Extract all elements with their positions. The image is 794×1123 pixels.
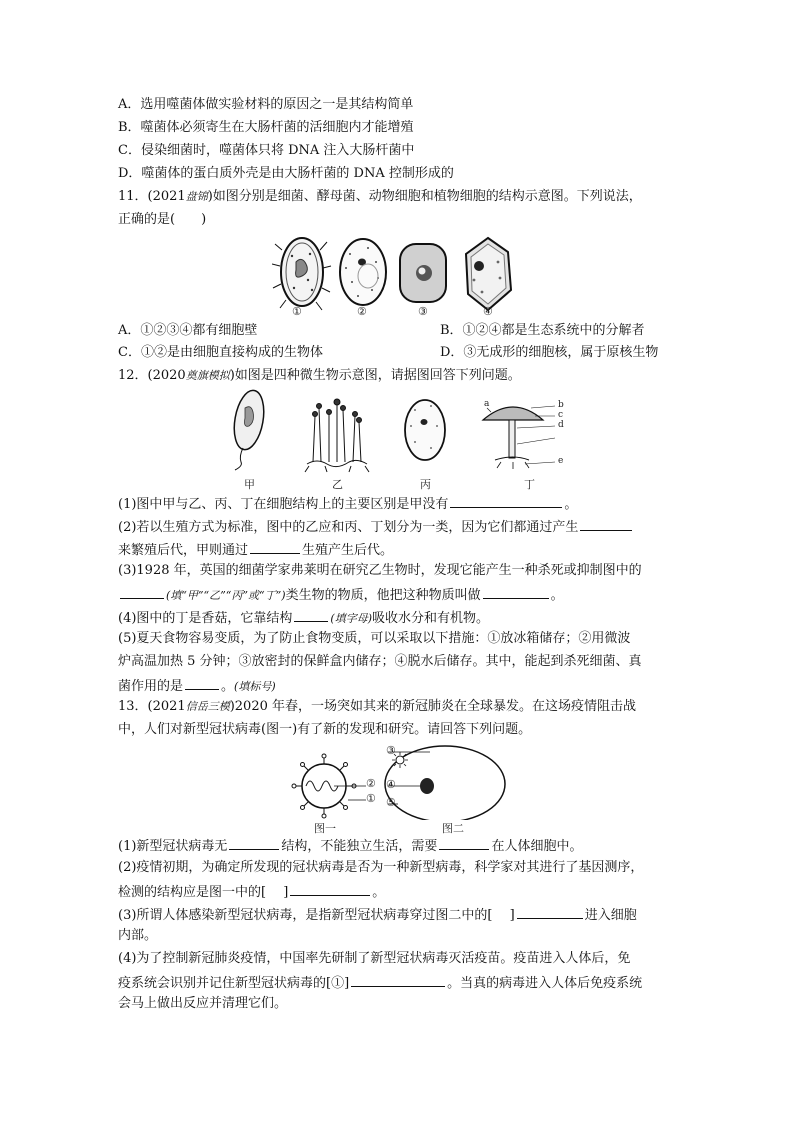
q13-part2: (2)疫情初期，为确定所发现的冠状病毒是否为一种新型病毒，科学家对其进行了基因测序， — [118, 860, 644, 875]
q12-part2-cont: 来繁殖后代，甲则通过 生殖产生后代。 — [118, 543, 394, 558]
q13-part1: (1)新型冠状病毒无 结构，不能独立生活，需要 在人体细胞中。 — [118, 839, 583, 854]
fig2-label-3: ③ — [386, 744, 396, 757]
q12-figure — [225, 386, 575, 476]
mushroom-letter-a: a — [484, 399, 490, 409]
q12-part3: (3)1928 年，英国的细菌学家弗莱明在研究乙生物时，发现它能产生一种杀死或抑制图中的 — [118, 563, 642, 578]
q10-option-b: B．噬菌体必须寄生在大肠杆菌的活细胞内才能增殖 — [118, 120, 414, 135]
answer-blank[interactable] — [185, 677, 219, 690]
q13-part3: (3)所谓人体感染新型冠状病毒，是指新型冠状病毒穿过图二中的[ ] 进入细胞 — [118, 908, 637, 923]
q11-figure — [272, 232, 532, 324]
answer-blank[interactable] — [517, 906, 583, 919]
fig2-label-5: ⑤ — [386, 796, 396, 809]
answer-blank[interactable] — [580, 518, 632, 531]
q12-part2: (2)若以生殖方式为标准，图中的乙应和丙、丁划分为一类，因为它们都通过产生 — [118, 518, 634, 536]
fig2-caption: 图二 — [442, 822, 464, 835]
q10-option-c: C．侵染细菌时，噬菌体只将 DNA 注入大肠杆菌中 — [118, 143, 415, 158]
q12-part5: (5)夏天食物容易变质，为了防止食物变质，可以采取以下措施：①放冰箱储存；②用微波 — [118, 631, 631, 646]
answer-blank[interactable] — [229, 837, 279, 850]
answer-blank[interactable] — [290, 883, 370, 896]
plant-cell-drawing — [466, 238, 511, 310]
q13-part4-cont: 疫系统会识别并记住新型冠状病毒的[①] 。当真的病毒进入人体后免疫系统 — [118, 976, 643, 991]
q13-stem: 13．(2021信岳三模)2020 年春，一场突如其来的新冠肺炎在全球暴发。在这场疫情阻击战 — [118, 699, 636, 714]
q13-part4-end: 会马上做出反应并清理它们。 — [118, 996, 288, 1011]
q11-option-d: D．③无成形的细胞核，属于原核生物 — [440, 345, 659, 360]
q11-fig-label-3: ③ — [418, 305, 428, 318]
yeast-bing-drawing — [405, 400, 445, 460]
q11-fig-label-4: ④ — [483, 305, 493, 318]
q10-option-d: D．噬菌体的蛋白质外壳是由大肠杆菌的 DNA 控制形成的 — [118, 166, 454, 181]
q11-fig-label-1: ① — [292, 305, 302, 318]
bacterium-jia-drawing — [230, 388, 268, 470]
q11-fig-label-2: ② — [357, 305, 367, 318]
q13-stem-cont: 中，人们对新型冠状病毒(图一)有了新的发现和研究。请回答下列问题。 — [118, 722, 532, 737]
answer-blank[interactable] — [250, 541, 300, 554]
q10-option-a: A．选用噬菌体做实验材料的原因之一是其结构简单 — [118, 97, 414, 112]
q12-fig-label-jia: 甲 — [244, 478, 255, 491]
q12-fig-label-ding: 丁 — [524, 478, 535, 491]
q12-stem: 12．(2020奠旗模拟)如图是四种微生物示意图，请据图回答下列问题。 — [118, 368, 521, 383]
yeast-cell-drawing — [340, 239, 386, 305]
q12-part5-cont: 炉高温加热 5 分钟；③放密封的保鲜盒内储存；④脱水后储存。其中，能起到杀死细菌、真 — [118, 654, 642, 669]
q12-part5-end: 菌作用的是 。(填标号) — [118, 679, 276, 694]
answer-blank[interactable] — [483, 586, 549, 599]
bacterium-cell-drawing — [272, 238, 331, 310]
q13-source: 信岳三模 — [185, 700, 230, 713]
fig1-label-2: ② — [366, 777, 376, 790]
answer-blank[interactable] — [294, 609, 328, 622]
q13-part4: (4)为了控制新冠肺炎疫情，中国率先研制了新型冠状病毒灭活疫苗。疫苗进入人体后，免 — [118, 951, 631, 966]
animal-cell-drawing — [400, 244, 446, 302]
mushroom-letter-b: b — [558, 400, 564, 410]
answer-blank[interactable] — [351, 974, 445, 987]
q11-stem: 11．(2021盘锦)如图分别是细菌、酵母菌、动物细胞和植物细胞的结构示意图。下列说法， — [118, 189, 642, 204]
answer-blank[interactable] — [120, 586, 164, 599]
mold-yi-drawing — [305, 399, 369, 472]
answer-blank[interactable] — [439, 837, 489, 850]
mushroom-letter-d: d — [558, 420, 564, 430]
q12-fig-label-bing: 丙 — [420, 478, 431, 491]
fig1-label-1: ① — [366, 792, 376, 805]
host-cell-drawing — [385, 746, 505, 820]
answer-blank[interactable] — [450, 495, 562, 508]
q13-part3-cont: 内部。 — [118, 928, 158, 943]
mushroom-letter-e: e — [558, 456, 564, 466]
q11-stem-cont: 正确的是( ) — [118, 212, 207, 227]
q12-part4: (4)图中的丁是香菇，它靠结构 (填字母)吸收水分和有机物。 — [118, 611, 490, 626]
q12-fig-label-yi: 乙 — [332, 478, 343, 491]
q12-part3-cont: (填“甲”“乙”“丙”或“丁”)类生物的物质，他把这种物质叫做 。 — [118, 586, 564, 604]
mushroom-letter-c: c — [558, 410, 564, 420]
q12-part1: (1)图中甲与乙、丙、丁在细胞结构上的主要区别是甲没有 。 — [118, 497, 578, 512]
q11-option-c: C．①②是由细胞直接构成的生物体 — [118, 345, 323, 360]
coronavirus-drawing — [292, 754, 366, 818]
q11-source: 盘锦 — [185, 190, 208, 203]
mushroom-ding-drawing — [483, 406, 555, 469]
q13-figure — [290, 742, 510, 820]
q11-option-a: A．①②③④都有细胞壁 — [118, 323, 258, 338]
fig2-label-4: ④ — [386, 778, 396, 791]
q13-part2-cont: 检测的结构应是图一中的[ ] 。 — [118, 885, 386, 900]
q11-option-b: B．①②④都是生态系统中的分解者 — [440, 323, 645, 338]
fig1-caption: 图一 — [314, 822, 336, 835]
q12-source: 奠旗模拟 — [185, 369, 230, 382]
